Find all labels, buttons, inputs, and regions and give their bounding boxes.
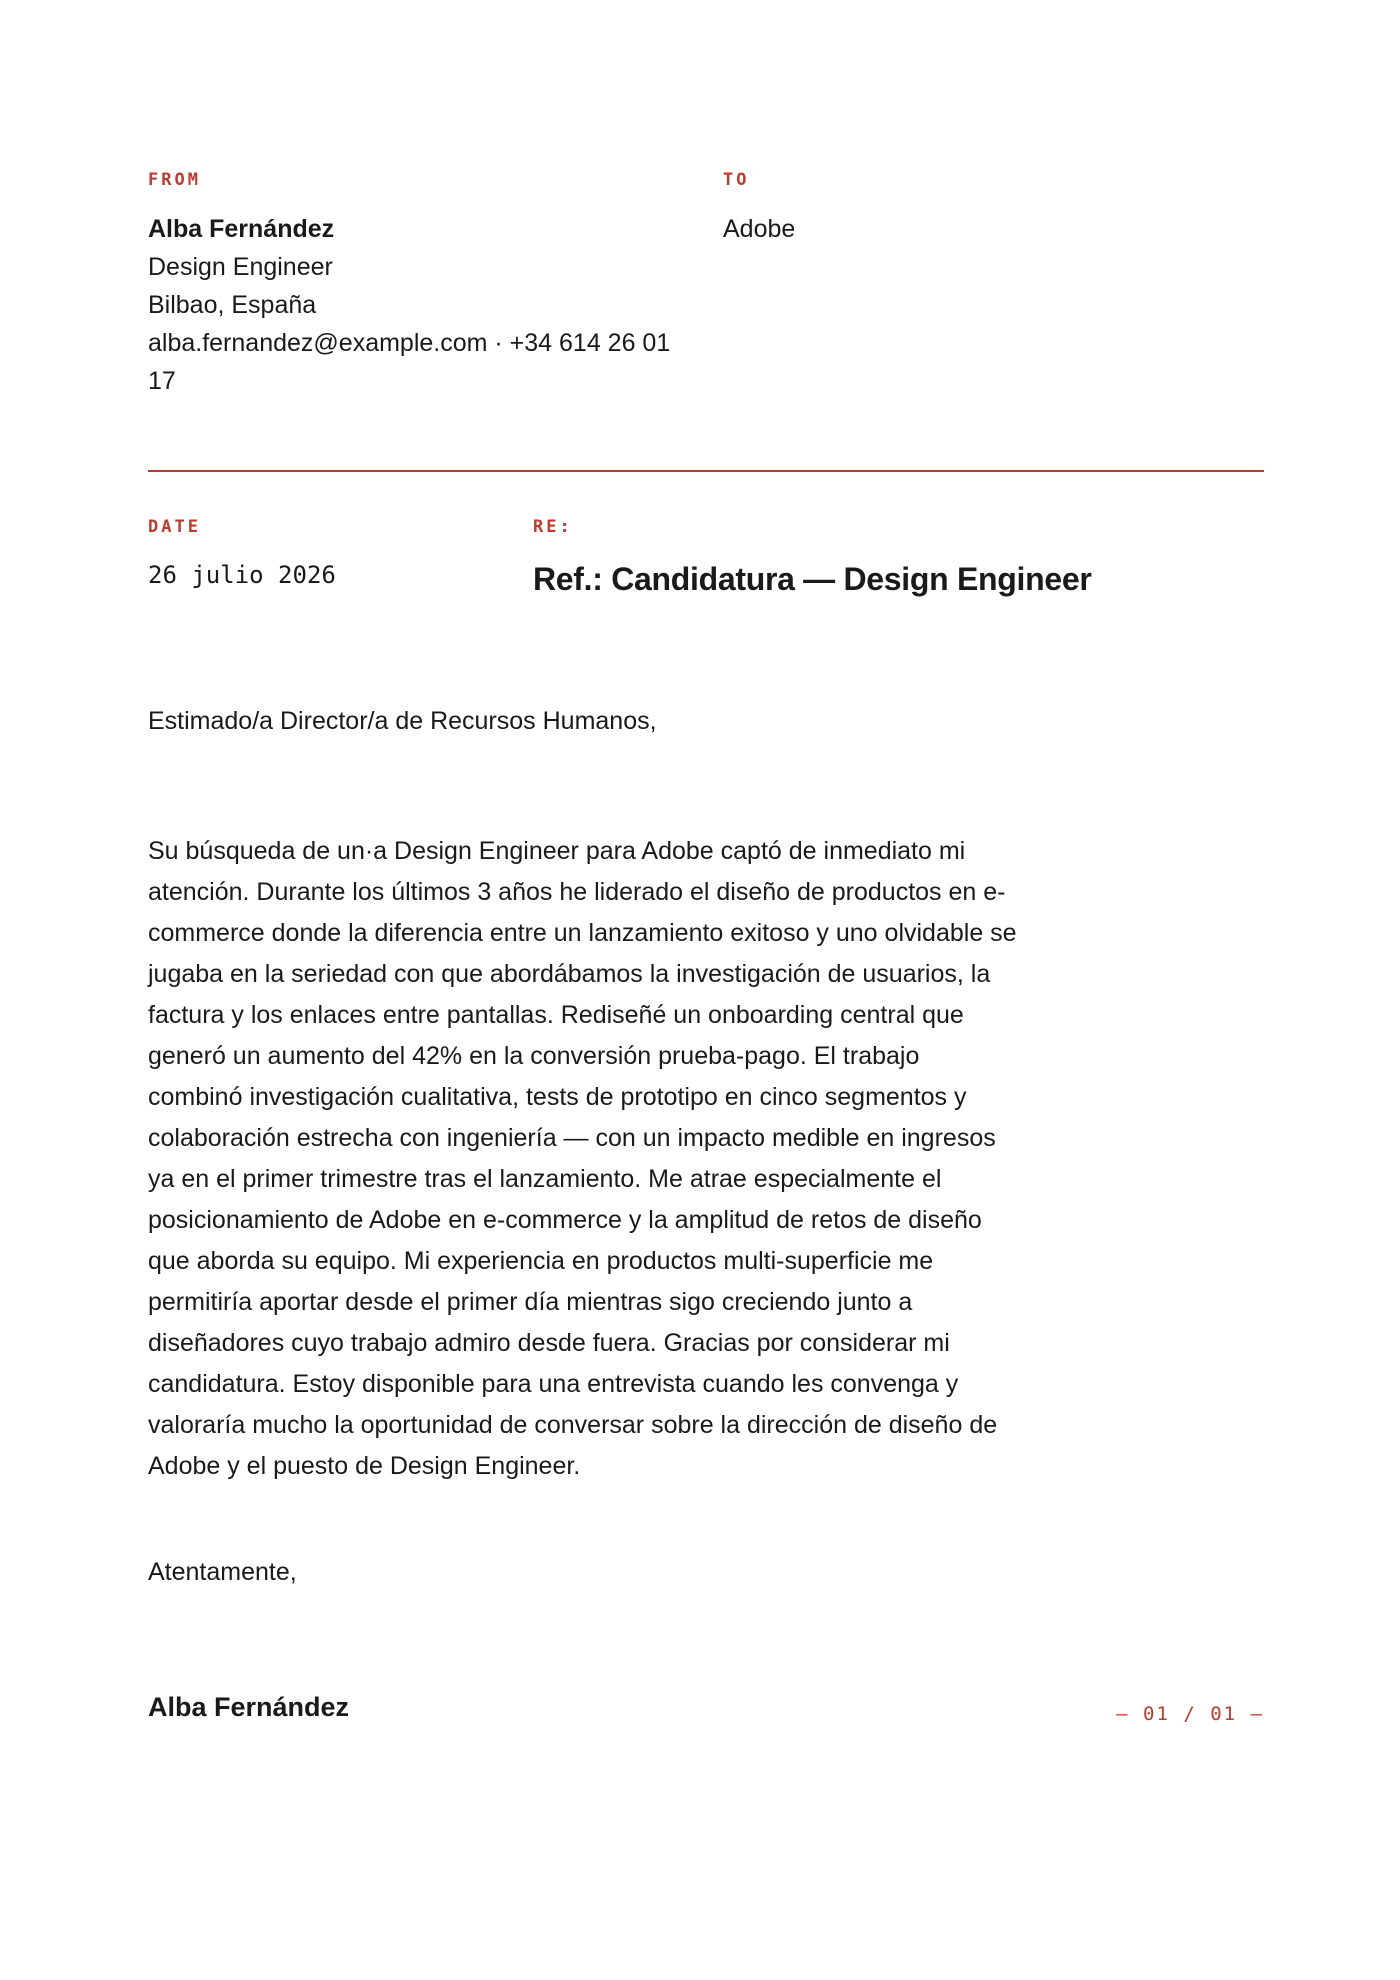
sender-block — [148, 210, 670, 400]
body-line: generó un aumento del 42% en la conversión prueba-pago. El trabajo — [148, 1042, 920, 1070]
body-line: atención. Durante los últimos 3 años he liderado el diseño de productos en e- — [148, 878, 1006, 906]
body-line: candidatura. Estoy disponible para una entrevista cuando les convenga y — [148, 1370, 959, 1398]
recipient-block — [723, 210, 795, 248]
body-line: jugaba en la seriedad con que abordábamos la investigación de usuarios, la — [148, 960, 991, 988]
sender-name: Alba Fernández — [148, 215, 335, 243]
body-line: Adobe y el puesto de Design Engineer. — [148, 1452, 581, 1480]
letter-closing: Atentamente, — [148, 1558, 297, 1586]
body-line: permitiría aportar desde el primer día mientras sigo creciendo junto a — [148, 1288, 913, 1316]
body-line: colaboración estrecha con ingeniería — con un impacto medible en ingresos — [148, 1124, 996, 1152]
sender-location: Bilbao, España — [148, 291, 317, 319]
from-label: FROM — [148, 170, 201, 190]
body-line: que aborda su equipo. Mi experiencia en productos multi-superficie me — [148, 1247, 934, 1275]
body-line: diseñadores cuyo trabajo admiro desde fuera. Gracias por considerar mi — [148, 1329, 950, 1357]
body-line: commerce donde la diferencia entre un lanzamiento exitoso y uno olvidable se — [148, 919, 1017, 947]
re-label: RE: — [533, 517, 573, 537]
to-label: TO — [723, 170, 750, 190]
body-line: ya en el primer trimestre tras el lanzamiento. Me atrae especialmente el — [148, 1165, 942, 1193]
body-line: Su búsqueda de un·a Design Engineer para Adobe captó de inmediato mi — [148, 837, 966, 865]
recipient-company: Adobe — [723, 215, 796, 243]
sender-title: Design Engineer — [148, 253, 333, 281]
sender-contact-continued: 17 — [148, 367, 176, 395]
letter-subject: Ref.: Candidatura — Design Engineer — [533, 561, 1092, 597]
letter-greeting: Estimado/a Director/a de Recursos Humanos, — [148, 707, 657, 735]
body-line: valoraría mucho la oportunidad de conversar sobre la dirección de diseño de — [148, 1411, 998, 1439]
signature-name: Alba Fernández — [148, 1692, 350, 1722]
body-line: combinó investigación cualitativa, tests de prototipo en cinco segmentos y — [148, 1083, 967, 1111]
header-divider — [148, 470, 1264, 472]
letter-body — [148, 831, 1078, 1487]
body-line: posicionamiento de Adobe en e-commerce y la amplitud de retos de diseño — [148, 1206, 982, 1234]
body-line: factura y los enlaces entre pantallas. Rediseñé un onboarding central que — [148, 1001, 964, 1029]
page-indicator: — 01 / 01 — — [1116, 1703, 1264, 1725]
sender-contact: alba.fernandez@example.com · +34 614 26 01 — [148, 329, 671, 357]
letter-date: 26 julio 2026 — [148, 561, 336, 589]
date-label: DATE — [148, 517, 201, 537]
